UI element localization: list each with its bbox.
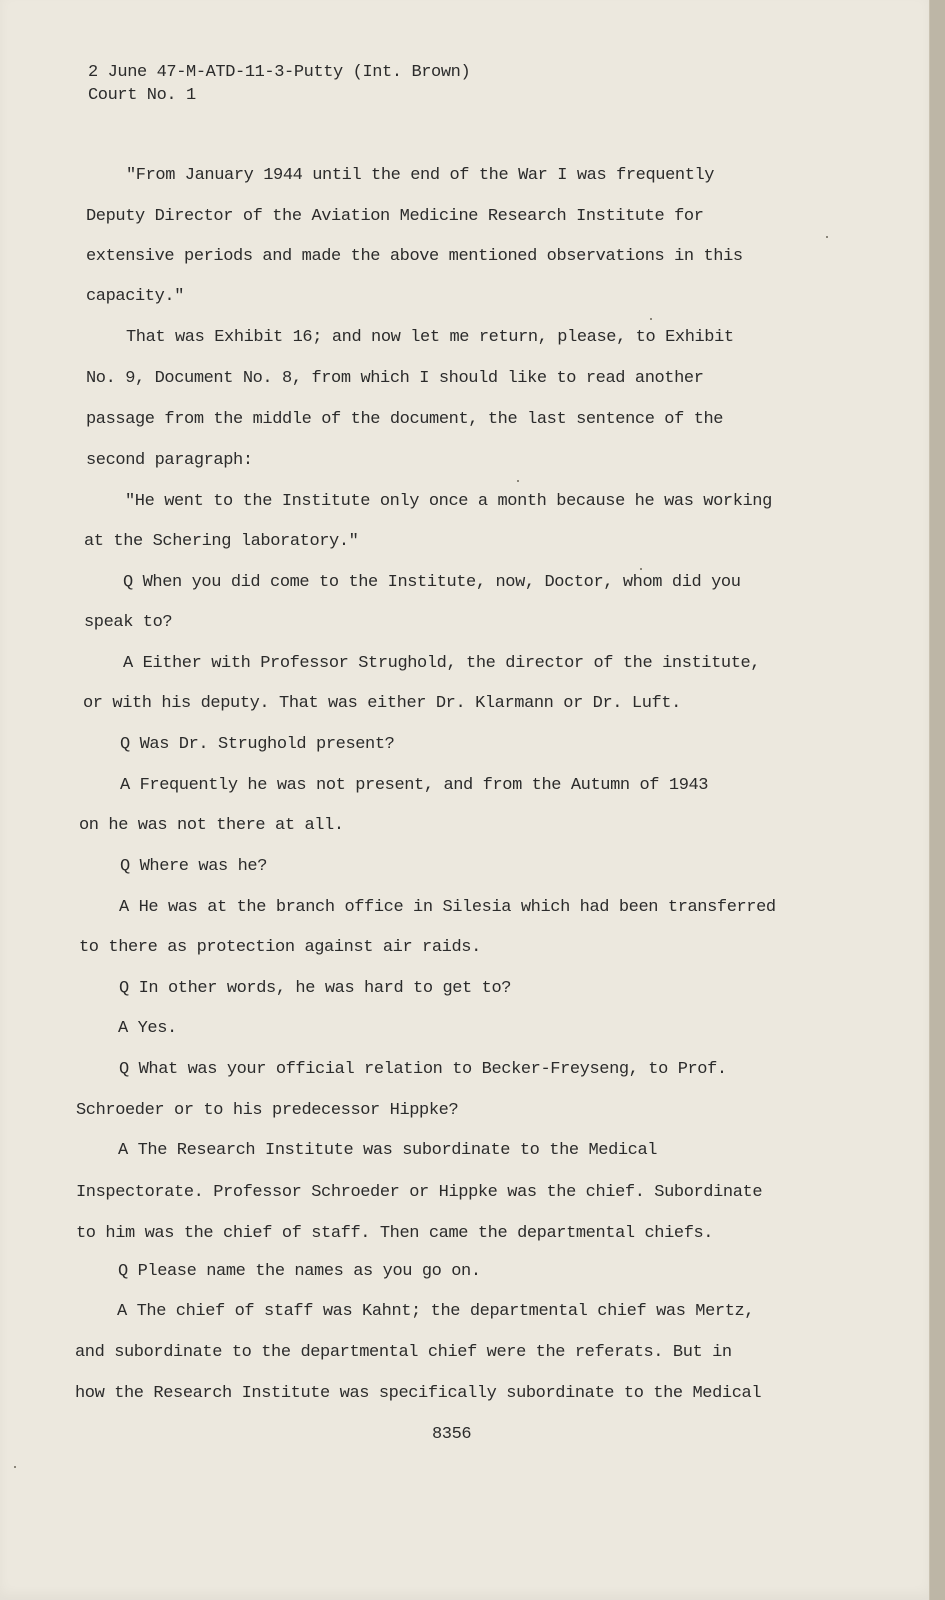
paper-speck — [640, 568, 642, 570]
text-line: Q In other words, he was hard to get to? — [119, 979, 512, 998]
text-line: second paragraph: — [86, 451, 253, 470]
text-line: Q When you did come to the Institute, now, Doctor, whom did you — [123, 573, 741, 592]
text-line: on he was not there at all. — [79, 816, 344, 835]
text-line: Q What was your official relation to Becker-Freyseng, to Prof. — [119, 1060, 727, 1079]
text-line: Q Was Dr. Strughold present? — [120, 735, 395, 754]
text-line: to him was the chief of staff. Then came the departmental chiefs. — [76, 1224, 714, 1243]
header-line-1: 2 June 47-M-ATD-11-3-Putty (Int. Brown) — [88, 63, 471, 82]
text-line: A He was at the branch office in Silesia which had been transferred — [119, 898, 776, 917]
text-line: passage from the middle of the document, the last sentence of the — [86, 410, 724, 429]
text-line: extensive periods and made the above mentioned observations in this — [86, 247, 743, 266]
text-line: "He went to the Institute only once a month because he was working — [125, 492, 772, 511]
text-line: Schroeder or to his predecessor Hippke? — [76, 1101, 459, 1120]
page-number: 8356 — [432, 1425, 472, 1444]
text-line: how the Research Institute was specifically subordinate to the Medical — [75, 1384, 762, 1403]
text-line: Inspectorate. Professor Schroeder or Hippke was the chief. Subordinate — [76, 1183, 763, 1202]
text-line: at the Schering laboratory." — [84, 532, 359, 551]
text-line: A Either with Professor Strughold, the director of the institute, — [123, 654, 761, 673]
text-line: That was Exhibit 16; and now let me return, please, to Exhibit — [126, 328, 734, 347]
text-line: to there as protection against air raids. — [79, 938, 481, 957]
text-line: A The Research Institute was subordinate to the Medical — [118, 1141, 658, 1160]
text-line: or with his deputy. That was either Dr. Klarmann or Dr. Luft. — [83, 694, 681, 713]
text-line: No. 9, Document No. 8, from which I should like to read another — [86, 369, 704, 388]
scan-edge — [930, 0, 945, 1600]
header-line-2: Court No. 1 — [88, 86, 196, 105]
text-line: speak to? — [84, 613, 173, 632]
text-line: Q Please name the names as you go on. — [118, 1262, 481, 1281]
paper-speck — [826, 236, 828, 238]
paper-speck — [14, 1466, 16, 1468]
text-line: capacity." — [86, 287, 185, 306]
text-line: Q Where was he? — [120, 857, 268, 876]
text-line: Deputy Director of the Aviation Medicine Research Institute for — [86, 207, 704, 226]
text-line: and subordinate to the departmental chief were the referats. But in — [75, 1343, 732, 1362]
paper-speck — [650, 318, 652, 320]
text-line: A The chief of staff was Kahnt; the departmental chief was Mertz, — [117, 1302, 755, 1321]
text-line: A Yes. — [118, 1019, 177, 1038]
text-line: "From January 1944 until the end of the War I was frequently — [126, 166, 715, 185]
text-line: A Frequently he was not present, and from the Autumn of 1943 — [120, 776, 709, 795]
paper-speck — [517, 480, 519, 482]
